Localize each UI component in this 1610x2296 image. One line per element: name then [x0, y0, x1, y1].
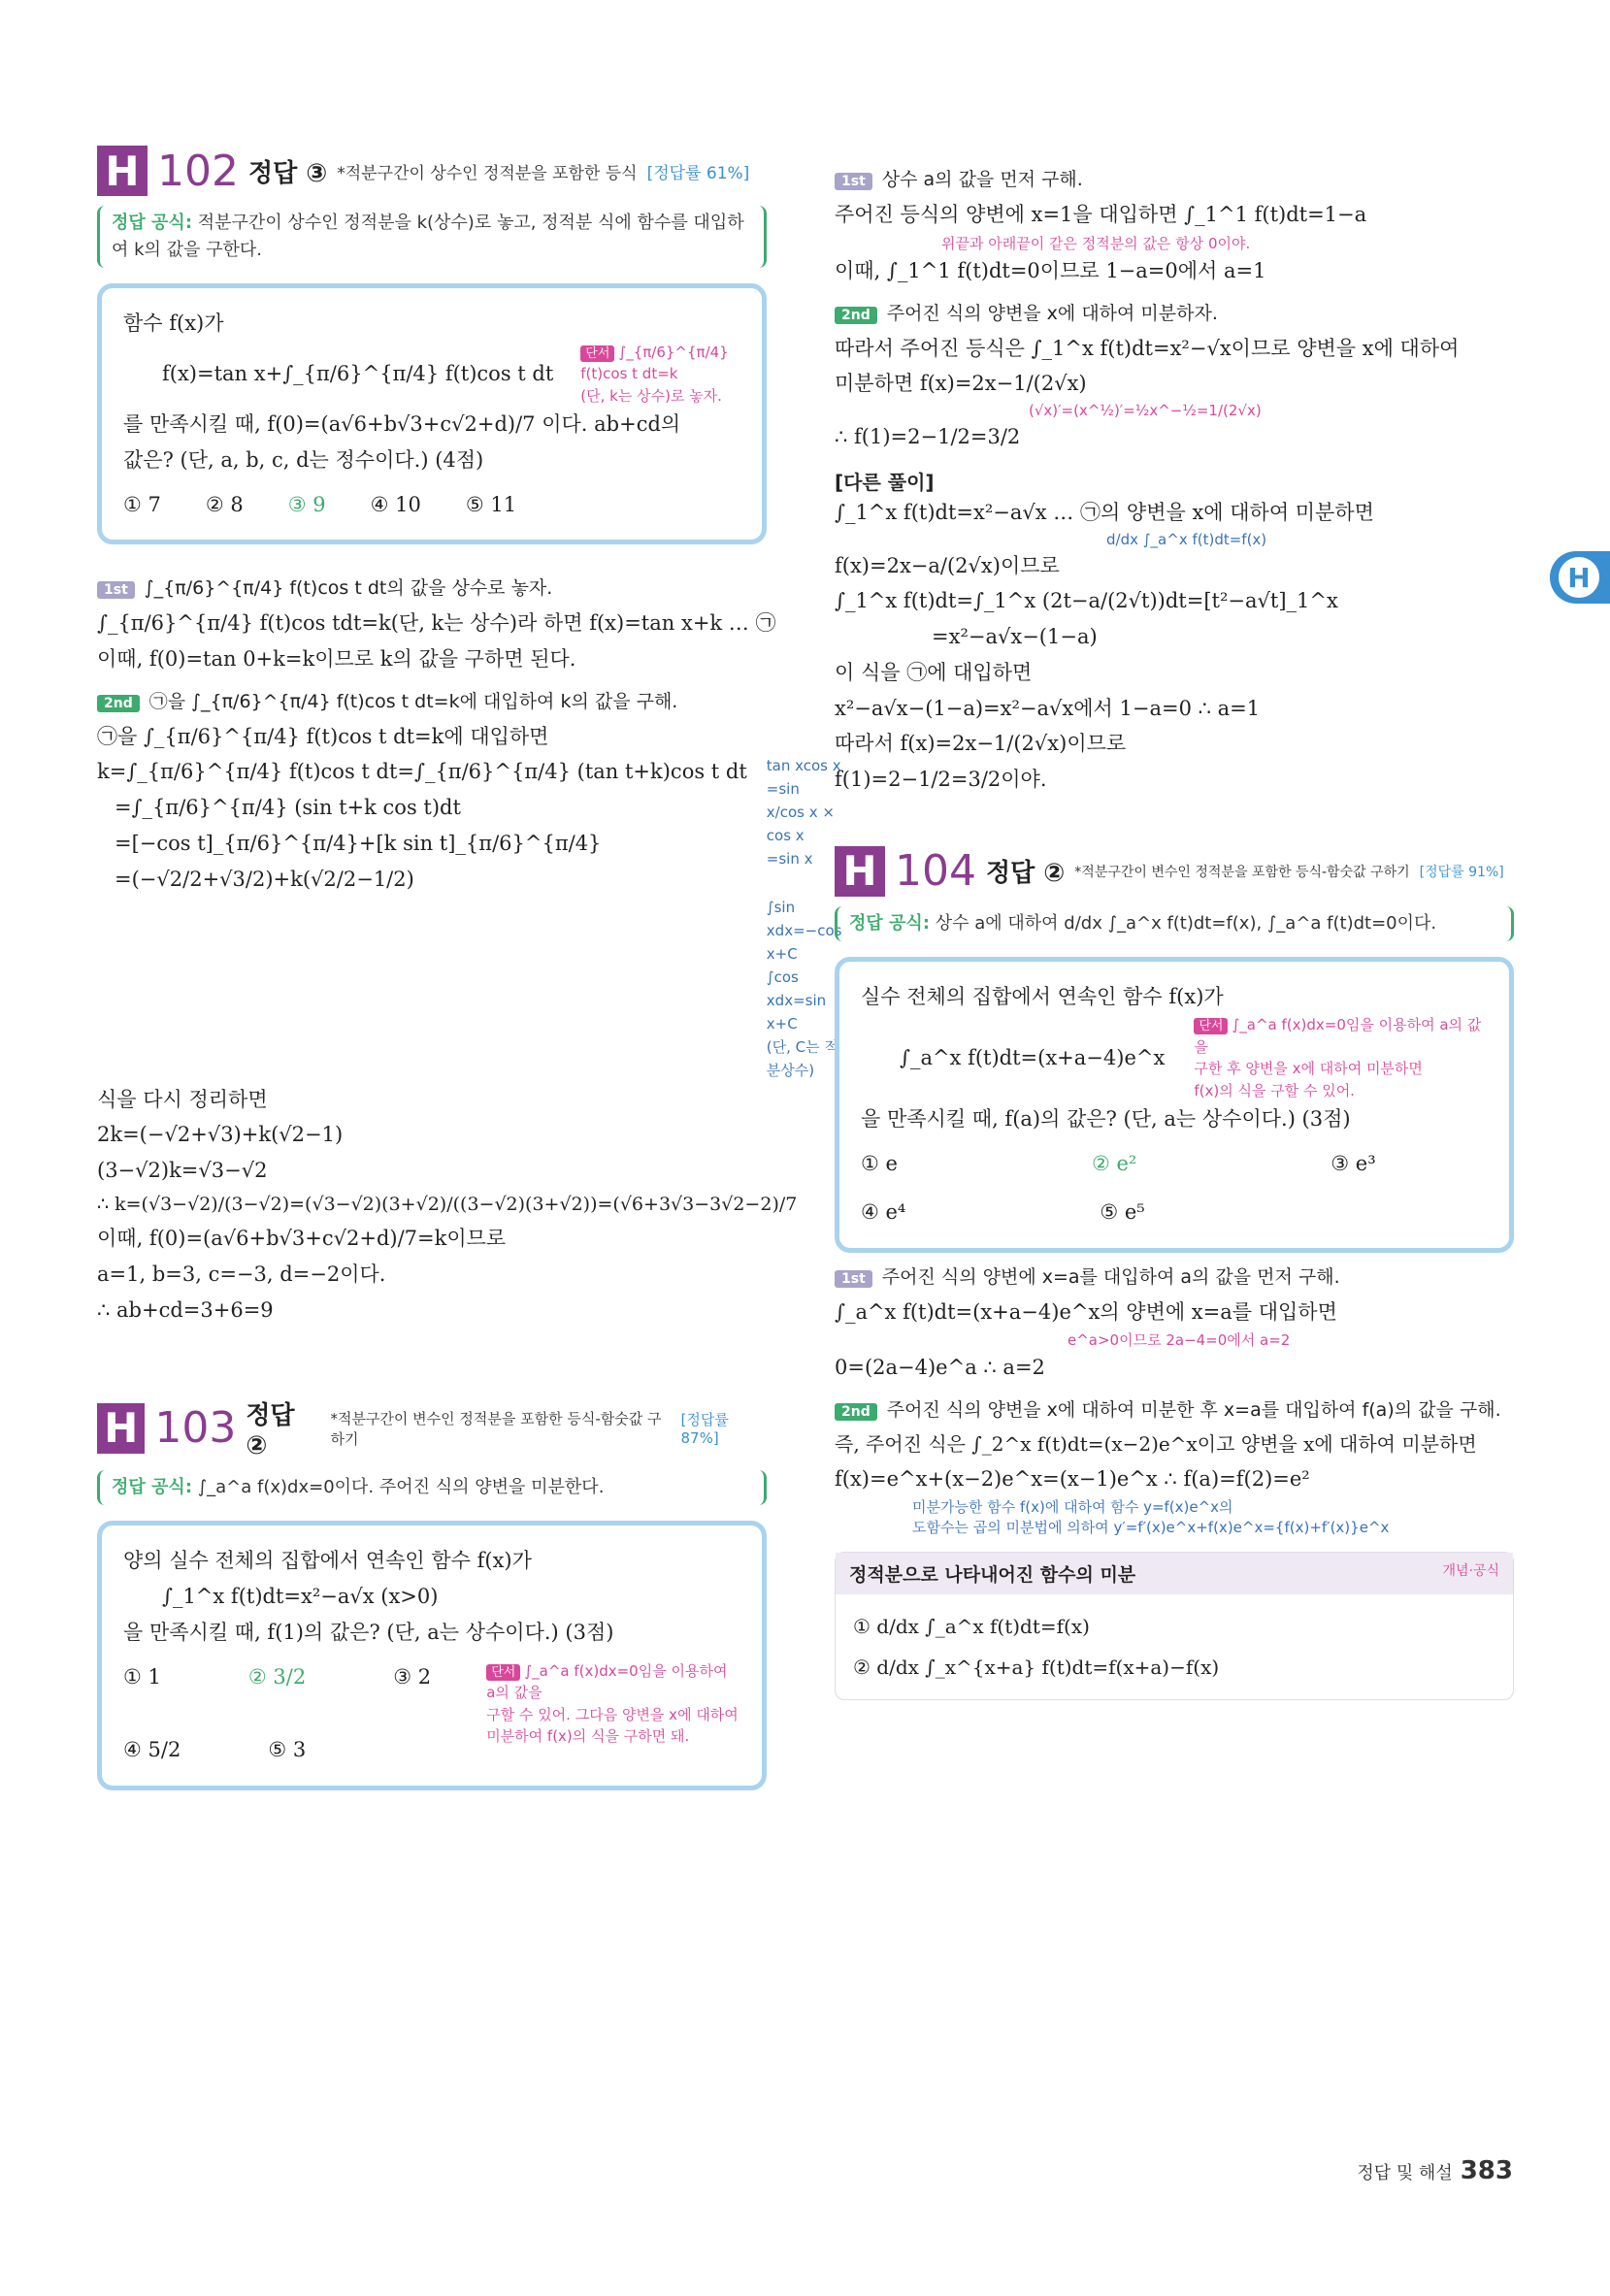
formula-label: 정답 공식:: [112, 213, 193, 233]
step-heading: [835, 1395, 1514, 1422]
hint-line: 구한 후 양변을 x에 대하여 미분하면: [1194, 1060, 1423, 1078]
step-heading: [835, 165, 1514, 191]
choice[interactable]: ② 8: [205, 492, 244, 516]
alt-solution-title: [다른 풀이]: [835, 470, 935, 494]
side-note: [767, 719, 842, 1082]
solution-line: =∫_{π/6}^{π/4} (sin t+k cos t)dt: [115, 796, 461, 820]
step-heading: [835, 1263, 1514, 1289]
solution-line: 따라서 f(x)=2x−1/(2√x)이므로: [835, 732, 1127, 756]
formula-label: 정답 공식:: [849, 912, 931, 934]
problem-header: [97, 146, 767, 196]
right-column: [835, 155, 1514, 1700]
choice[interactable]: ⑤ 3: [268, 1738, 307, 1762]
question-line: f(x)=tan x+∫_{π/6}^{π/4} f(t)cos t dt: [162, 361, 554, 385]
solution-line: x²−a√x−(1−a)=x²−a√x에서 1−a=0 ∴ a=1: [835, 696, 1261, 720]
solution-line: ∫_1^x f(t)dt=x²−a√x … ㉠의 양변을 x에 대하여 미분하면: [835, 500, 1374, 524]
rate-label: [정답률 61%]: [646, 163, 750, 183]
rate-label: [정답률 87%]: [680, 1411, 729, 1448]
solution-line: k=∫_{π/6}^{π/4} f(t)cos t dt=∫_{π/6}^{π/4} (tan t+k)cos t dt: [97, 760, 747, 784]
step-title: 주어진 식의 양변을 x에 대하여 미분한 후 x=a를 대입하여 f(a)의 값을 구해.: [886, 1399, 1501, 1422]
choice[interactable]: ① 7: [123, 492, 161, 516]
problem-header: [835, 846, 1514, 897]
answer-label: 정답 ②: [246, 1401, 295, 1461]
problem-number: 102: [157, 146, 239, 196]
choice[interactable]: ④ 5/2: [123, 1738, 181, 1762]
formula-label: 정답 공식:: [112, 1477, 193, 1498]
solution-line: f(x)=2x−a/(2√x)이므로: [835, 553, 1060, 577]
choice-selected[interactable]: ② e²: [1091, 1152, 1137, 1176]
solution-line: 이 식을 ㉠에 대입하면: [835, 660, 1033, 684]
problem-box: [97, 283, 767, 544]
solution-line: ∫_a^x f(t)dt=(x+a−4)e^x의 양변에 x=a를 대입하면: [835, 1299, 1337, 1324]
step-badge: 2nd: [835, 307, 877, 324]
question-line: ∫_1^x f(t)dt=x²−a√x (x>0): [162, 1585, 439, 1609]
formula-text: 상수 a에 대하여 d/dx ∫_a^x f(t)dt=f(x), ∫_a^a f(t)dt=0이다.: [935, 912, 1437, 934]
hint-note: [1194, 1014, 1488, 1101]
side-note-line: ∫cos xdx=sin x+C: [766, 968, 827, 1033]
step-badge: 1st: [835, 1270, 872, 1288]
solution-line: =[−cos t]_{π/6}^{π/4}+[k sin t]_{π/6}^{π/4}: [115, 831, 602, 855]
question-line: 을 만족시킬 때, f(1)의 값은? (단, a는 상수이다.) (3점): [123, 1620, 614, 1644]
step-title: ㉠을 ∫_{π/6}^{π/4} f(t)cos t dt=k에 대입하여 k의 값을 구해.: [148, 690, 678, 712]
section-badge: H: [97, 146, 148, 196]
hint-line: f(x)의 식을 구할 수 있어.: [1194, 1081, 1355, 1099]
annotation: (√x)′=(x^½)′=½x^−½=1/(2√x): [1029, 402, 1262, 419]
problem-header: [97, 1395, 767, 1460]
step-badge: 2nd: [835, 1403, 877, 1421]
section-tab-label: H: [1556, 554, 1602, 601]
concept-header: [836, 1553, 1513, 1594]
solution-line: (3−√2)k=√3−√2: [97, 1159, 268, 1183]
solution-line: ㉠을 ∫_{π/6}^{π/4} f(t)cos t dt=k에 대입하면: [97, 724, 549, 748]
problem-103: [97, 1395, 767, 1790]
annotation: [835, 1497, 1514, 1538]
choice[interactable]: ⑤ 11: [465, 492, 517, 516]
solution-line: 2k=(−√2+√3)+k(√2−1): [97, 1123, 344, 1147]
solution-line: ∫_1^x f(t)dt=∫_1^x (2t−a/(2√t))dt=[t²−a√t]_1^x: [835, 589, 1338, 613]
solution-103: [835, 165, 1514, 798]
side-note-line: =sin x: [766, 849, 813, 868]
topic-label: *적분구간이 변수인 정적분을 포함한 등식-함숫값 구하기: [1074, 864, 1410, 880]
step-heading: [97, 574, 767, 600]
side-note-line: ∫sin xdx=−cos x+C: [766, 898, 842, 963]
hint-line: ∫_a^a f(x)dx=0임을 이용하여 a의 값을: [1194, 1016, 1482, 1056]
choice-selected[interactable]: ② 3/2: [247, 1664, 307, 1689]
choice-selected[interactable]: ③ 9: [287, 492, 326, 516]
solution-line: f(x)=e^x+(x−2)e^x=(x−1)e^x ∴ f(a)=f(2)=e²: [835, 1467, 1310, 1492]
concept-title: 정적분으로 나타내어진 함수의 미분: [849, 1563, 1136, 1586]
hint-badge: 단서: [486, 1664, 520, 1681]
page-footer: [1357, 2156, 1513, 2185]
choices: [123, 1660, 467, 1768]
choices: [861, 1147, 1488, 1230]
solution-line: =(−√2/2+√3/2)+k(√2/2−1/2): [115, 867, 414, 891]
formula-box: [97, 206, 767, 268]
section-badge: H: [835, 846, 885, 897]
rate-label: [정답률 91%]: [1419, 864, 1504, 880]
concept-item: ② d/dx ∫_x^{x+a} f(t)dt=f(x+a)−f(x): [853, 1655, 1220, 1679]
problem-number: 103: [154, 1403, 237, 1454]
solution-line: 주어진 등식의 양변에 x=1을 대입하면 ∫_1^1 f(t)dt=1−a: [835, 203, 1367, 226]
solution-line: ∴ k=(√3−√2)/(3−√2)=(√3−√2)(3+√2)/((3−√2)(3+√2))=(√6+3√3−3√2−2)/7: [97, 1193, 798, 1215]
topic-label: *적분구간이 변수인 정적분을 포함한 등식-함숫값 구하기: [330, 1409, 662, 1448]
choice[interactable]: ① 1: [123, 1664, 161, 1689]
hint-line: ∫_{π/6}^{π/4} f(t)cos t dt=k: [580, 343, 729, 383]
formula-box: [97, 1470, 767, 1505]
problem-box: [835, 957, 1514, 1253]
solution-line: a=1, b=3, c=−3, d=−2이다.: [97, 1262, 386, 1286]
solution-line: ∫_{π/6}^{π/4} f(t)cos tdt=k(단, k는 상수)라 하면 f(x)=tan x+k … ㉠: [97, 611, 776, 636]
choice[interactable]: ④ e⁴: [861, 1199, 906, 1224]
page-number: 383: [1460, 2156, 1513, 2185]
hint-line: 구할 수 있어. 그다음 양변을 x에 대하여: [486, 1705, 739, 1723]
question-line: 함수 f(x)가: [123, 311, 224, 335]
step-badge: 2nd: [97, 695, 140, 712]
answer-label: 정답 ③: [247, 158, 328, 188]
solution-line: f(1)=2−1/2=3/2이야.: [835, 768, 1047, 791]
step-title: 주어진 식의 양변을 x에 대하여 미분하자.: [886, 302, 1218, 324]
hint-badge: 단서: [1194, 1018, 1228, 1034]
annotation: e^a>0이므로 2a−4=0에서 a=2: [1068, 1331, 1291, 1350]
topic-label: *적분구간이 상수인 정적분을 포함한 등식: [337, 163, 638, 183]
formula-text: 적분구간이 상수인 정적분을 k(상수)로 놓고, 정적분 식에 함수를 대입하여 k의 값을 구한다.: [112, 213, 744, 260]
choice[interactable]: ③ 2: [393, 1664, 432, 1689]
question-line: 실수 전체의 집합에서 연속인 함수 f(x)가: [861, 984, 1224, 1008]
choice[interactable]: ③ e³: [1331, 1152, 1376, 1176]
solution-line: =x²−a√x−(1−a): [932, 625, 1098, 648]
solution-line: 이때, ∫_1^1 f(t)dt=0이므로 1−a=0에서 a=1: [835, 258, 1266, 282]
formula-text: ∫_a^a f(x)dx=0이다. 주어진 식의 양변을 미분한다.: [197, 1477, 605, 1498]
side-note-line: =sin x/cos x × cos x: [766, 779, 835, 844]
problem-102: [97, 146, 842, 1328]
problem-104: [835, 846, 1514, 1700]
annotation: 위끝과 아래끝이 같은 정적분의 값은 항상 0이야.: [941, 234, 1251, 252]
hint-note: [580, 342, 740, 408]
question-line: 값은? (단, a, b, c, d는 정수이다.) (4점): [123, 447, 484, 472]
section-side-tab[interactable]: [1550, 551, 1610, 604]
solution-line: 식을 다시 정리하면: [97, 1087, 268, 1111]
question-line: ∫_a^x f(t)dt=(x+a−4)e^x: [900, 1046, 1166, 1070]
question-line: 를 만족시킬 때, f(0)=(a√6+b√3+c√2+d)/7 이다. ab+cd의: [123, 412, 681, 437]
left-column: [97, 146, 842, 1820]
answer-label: 정답 ②: [985, 859, 1066, 889]
annotation-line: 미분가능한 함수 f(x)에 대하여 함수 y=f(x)e^x의: [912, 1497, 1233, 1516]
footer-text: 정답 및 해설: [1357, 2163, 1453, 2183]
problem-box: [97, 1521, 767, 1790]
solution-line: ∴ ab+cd=3+6=9: [97, 1297, 274, 1322]
solution-line: ∴ f(1)=2−1/2=3/2: [835, 425, 1021, 448]
hint-note: [486, 1651, 740, 1748]
concept-box: [835, 1552, 1514, 1700]
concept-tag: 개념·공식: [1442, 1562, 1499, 1579]
hint-line: (단, k는 상수)로 놓자.: [580, 386, 722, 405]
question-line: 양의 실수 전체의 집합에서 연속인 함수 f(x)가: [123, 1549, 532, 1573]
choice[interactable]: ⑤ e⁵: [1100, 1199, 1145, 1224]
solution-line: 즉, 주어진 식은 ∫_2^x f(t)dt=(x−2)e^x이고 양변을 x에 대하여 미분하면: [835, 1432, 1477, 1457]
side-note-line: (단, C는 적분상수): [766, 1037, 838, 1079]
choices: [123, 488, 740, 523]
step-badge: 1st: [97, 581, 135, 599]
problem-number: 104: [895, 846, 976, 897]
hint-line: 미분하여 f(x)의 식을 구하면 돼.: [486, 1727, 690, 1746]
step-badge: 1st: [835, 173, 872, 190]
step-title: 상수 a의 값을 먼저 구해.: [881, 169, 1083, 190]
step-heading: [97, 687, 767, 713]
annotation-line: 도함수는 곱의 미분법에 의하여 y′=f′(x)e^x+f(x)e^x={f(x)+f′(x)}e^x: [912, 1518, 1390, 1536]
solution-line: 미분하면 f(x)=2x−1/(2√x): [835, 372, 1087, 396]
solution-line: 0=(2a−4)e^a ∴ a=2: [835, 1356, 1045, 1380]
step-title: 주어진 식의 양변에 x=a를 대입하여 a의 값을 먼저 구해.: [881, 1265, 1340, 1288]
solution-line: 따라서 주어진 등식은 ∫_1^x f(t)dt=x²−√x이므로 양변을 x에 대하여: [835, 336, 1460, 360]
step-heading: [835, 299, 1514, 325]
concept-body: [836, 1594, 1513, 1699]
hint-badge: 단서: [580, 345, 614, 362]
solution-line: 이때, f(0)=tan 0+k=k이므로 k의 값을 구하면 된다.: [97, 646, 576, 671]
formula-box: [835, 906, 1514, 941]
question-line: 을 만족시킬 때, f(a)의 값은? (단, a는 상수이다.) (3점): [861, 1107, 1351, 1132]
choice[interactable]: ① e: [861, 1152, 898, 1176]
step-title: ∫_{π/6}^{π/4} f(t)cos t dt의 값을 상수로 놓자.: [144, 577, 553, 600]
solution-line: 이때, f(0)=(a√6+b√3+c√2+d)/7=k이므로: [97, 1227, 507, 1251]
choice[interactable]: ④ 10: [370, 492, 421, 516]
section-badge: H: [97, 1403, 145, 1454]
side-note-line: tan xcos x: [766, 756, 841, 774]
concept-item: ① d/dx ∫_a^x f(t)dt=f(x): [853, 1614, 1090, 1638]
hint-line: ∫_a^a f(x)dx=0임을 이용하여 a의 값을: [486, 1661, 728, 1702]
annotation: d/dx ∫_a^x f(t)dt=f(x): [1106, 530, 1267, 548]
